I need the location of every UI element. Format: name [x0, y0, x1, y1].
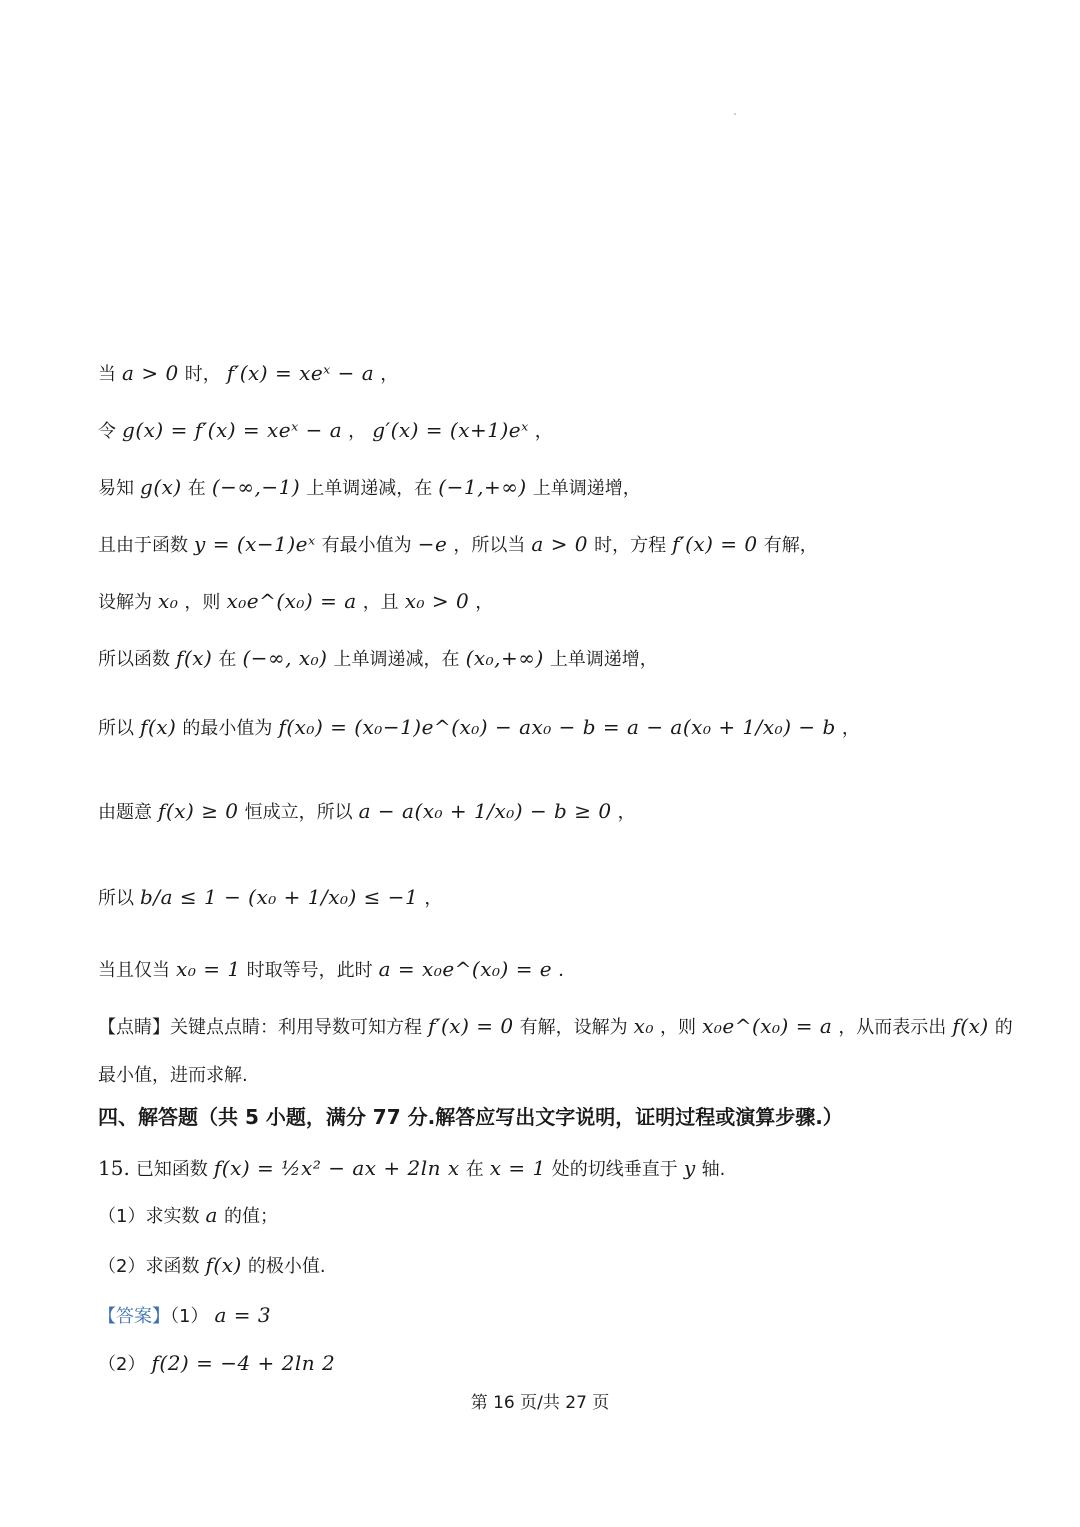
- text: ，: [534, 421, 553, 442]
- text: 的最小值为: [182, 718, 273, 739]
- text: 时，: [184, 364, 221, 385]
- solution-line-9: [98, 867, 1000, 929]
- text: 在: [187, 478, 206, 499]
- formula: f(x) = ½x² − ax + 2ln x: [213, 1156, 460, 1180]
- text: 易知: [98, 478, 134, 499]
- text: ，: [841, 718, 860, 739]
- page-footer: 第 16 页/共 27 页: [470, 1393, 610, 1413]
- text: 有解，: [763, 535, 818, 556]
- text: 令: [98, 421, 116, 442]
- text: ，则: [660, 1017, 697, 1038]
- formula: g(x) = f′(x) = xeˣ − a: [122, 418, 343, 442]
- text: 求实数: [145, 1206, 200, 1227]
- answer-1: [98, 1300, 1000, 1332]
- text: 所以: [98, 718, 134, 739]
- solution-line-8: [98, 781, 1000, 843]
- text: 当且仅当: [98, 960, 170, 981]
- formula: f′(x) = 0: [672, 532, 758, 556]
- formula: f(x): [176, 646, 213, 670]
- text: 且由于函数: [98, 535, 188, 556]
- text: 轴.: [701, 1159, 726, 1180]
- formula: (−∞,−1): [211, 475, 301, 499]
- formula: x₀ > 0: [404, 589, 470, 613]
- formula: f(x) ≥ 0: [158, 799, 239, 823]
- answer-tag: 【答案】: [98, 1306, 170, 1327]
- formula: g′(x) = (x+1)eˣ: [372, 418, 529, 442]
- formula: b/a ≤ 1 − (x₀ + 1/x₀) ≤ −1: [140, 885, 419, 909]
- formula: f′(x) = xeˣ − a: [226, 361, 375, 385]
- solution-line-3: [98, 472, 1000, 504]
- text: 由题意: [98, 802, 152, 823]
- formula: y = (x−1)eˣ: [194, 532, 316, 556]
- text: 的值；: [223, 1206, 278, 1227]
- text: ，: [348, 421, 367, 442]
- text: 恒成立，所以: [244, 802, 353, 823]
- text: 的极小值.: [247, 1256, 326, 1277]
- answer-2: [98, 1348, 1000, 1380]
- formula: x₀e^(x₀) = a: [226, 589, 357, 613]
- text: 设解为: [98, 592, 152, 613]
- answer-label: （2）: [98, 1354, 146, 1375]
- text: ，: [424, 888, 443, 909]
- text: 有最小值为: [321, 535, 412, 556]
- formula: a > 0: [531, 532, 589, 556]
- question-2: [98, 1250, 1000, 1282]
- text: 求函数: [145, 1256, 200, 1277]
- text: 在: [465, 1159, 484, 1180]
- text: 处的切线垂直于: [551, 1159, 678, 1180]
- text: 时取等号，此时: [246, 960, 373, 981]
- formula: (−1,+∞): [438, 475, 527, 499]
- text: ，所以当: [453, 535, 526, 556]
- text: ，: [475, 592, 494, 613]
- formula: a − a(x₀ + 1/x₀) − b ≥ 0: [358, 799, 612, 823]
- question-label: （2）: [98, 1256, 146, 1277]
- text: ，则: [184, 592, 221, 613]
- formula: f(2) = −4 + 2ln 2: [151, 1351, 336, 1375]
- dianjing-line-2: [98, 1060, 1000, 1091]
- problem-number: 15.: [98, 1156, 130, 1180]
- formula: a: [205, 1203, 218, 1227]
- formula: x₀e^(x₀) = a: [702, 1014, 833, 1038]
- formula: f(x): [205, 1253, 242, 1277]
- formula: (x₀,+∞): [465, 646, 544, 670]
- text: ，: [617, 802, 636, 823]
- formula: −e: [417, 532, 448, 556]
- formula: f(x): [952, 1014, 989, 1038]
- text: ，且: [362, 592, 399, 613]
- text: 上单调递增，: [532, 478, 641, 499]
- text: 上单调递减，在: [306, 478, 433, 499]
- question-1: [98, 1200, 1000, 1232]
- text: 当: [98, 364, 116, 385]
- text: ．: [558, 960, 577, 981]
- formula: x₀ = 1: [176, 957, 241, 981]
- text: 时，方程: [594, 535, 667, 556]
- question-label: （1）: [98, 1206, 146, 1227]
- solution-line-1: [98, 358, 1000, 390]
- solution-line-2: [98, 415, 1000, 447]
- problem-statement: [98, 1138, 1000, 1200]
- solution-line-4: [98, 529, 1000, 561]
- text: 最小值，进而求解.: [98, 1065, 248, 1086]
- solution-line-10: [98, 954, 1000, 986]
- dianjing-tag: 【点睛】: [98, 1017, 170, 1038]
- text: 已知函数: [135, 1159, 208, 1180]
- text: 有解，设解为: [519, 1017, 628, 1038]
- text: 所以: [98, 888, 134, 909]
- formula: x = 1: [489, 1156, 546, 1180]
- solution-line-6: [98, 643, 1000, 675]
- text: 在: [218, 649, 237, 670]
- formula: x₀: [633, 1014, 654, 1038]
- formula: x₀: [158, 589, 179, 613]
- text: ，从而表示出: [838, 1017, 947, 1038]
- formula: a = x₀e^(x₀) = e: [378, 957, 553, 981]
- solution-line-5: [98, 586, 1000, 618]
- answer-label: （1）: [170, 1306, 209, 1327]
- text: 所以函数: [98, 649, 170, 670]
- formula: (−∞, x₀): [242, 646, 328, 670]
- dianjing-line-1: [98, 1011, 1013, 1043]
- text: 的: [994, 1017, 1013, 1038]
- scan-speck: [734, 113, 736, 115]
- formula: y: [683, 1156, 696, 1180]
- text: ，: [380, 364, 399, 385]
- section-heading: 四、解答题（共 5 小题，满分 77 分.解答应写出文字说明，证明过程或演算步骤.）: [98, 1105, 843, 1129]
- formula: f(x): [140, 715, 177, 739]
- text: 关键点点睛：利用导数可知方程: [170, 1017, 422, 1038]
- text: 上单调递增，: [549, 649, 658, 670]
- formula: f(x₀) = (x₀−1)e^(x₀) − ax₀ − b = a − a(x₀ + 1/x₀) − b: [278, 715, 836, 739]
- formula: a = 3: [214, 1303, 272, 1327]
- formula: a > 0: [122, 361, 179, 385]
- solution-line-7: [98, 697, 1000, 759]
- formula: g(x): [140, 475, 182, 499]
- text: 上单调递减，在: [333, 649, 460, 670]
- formula: f′(x) = 0: [428, 1014, 514, 1038]
